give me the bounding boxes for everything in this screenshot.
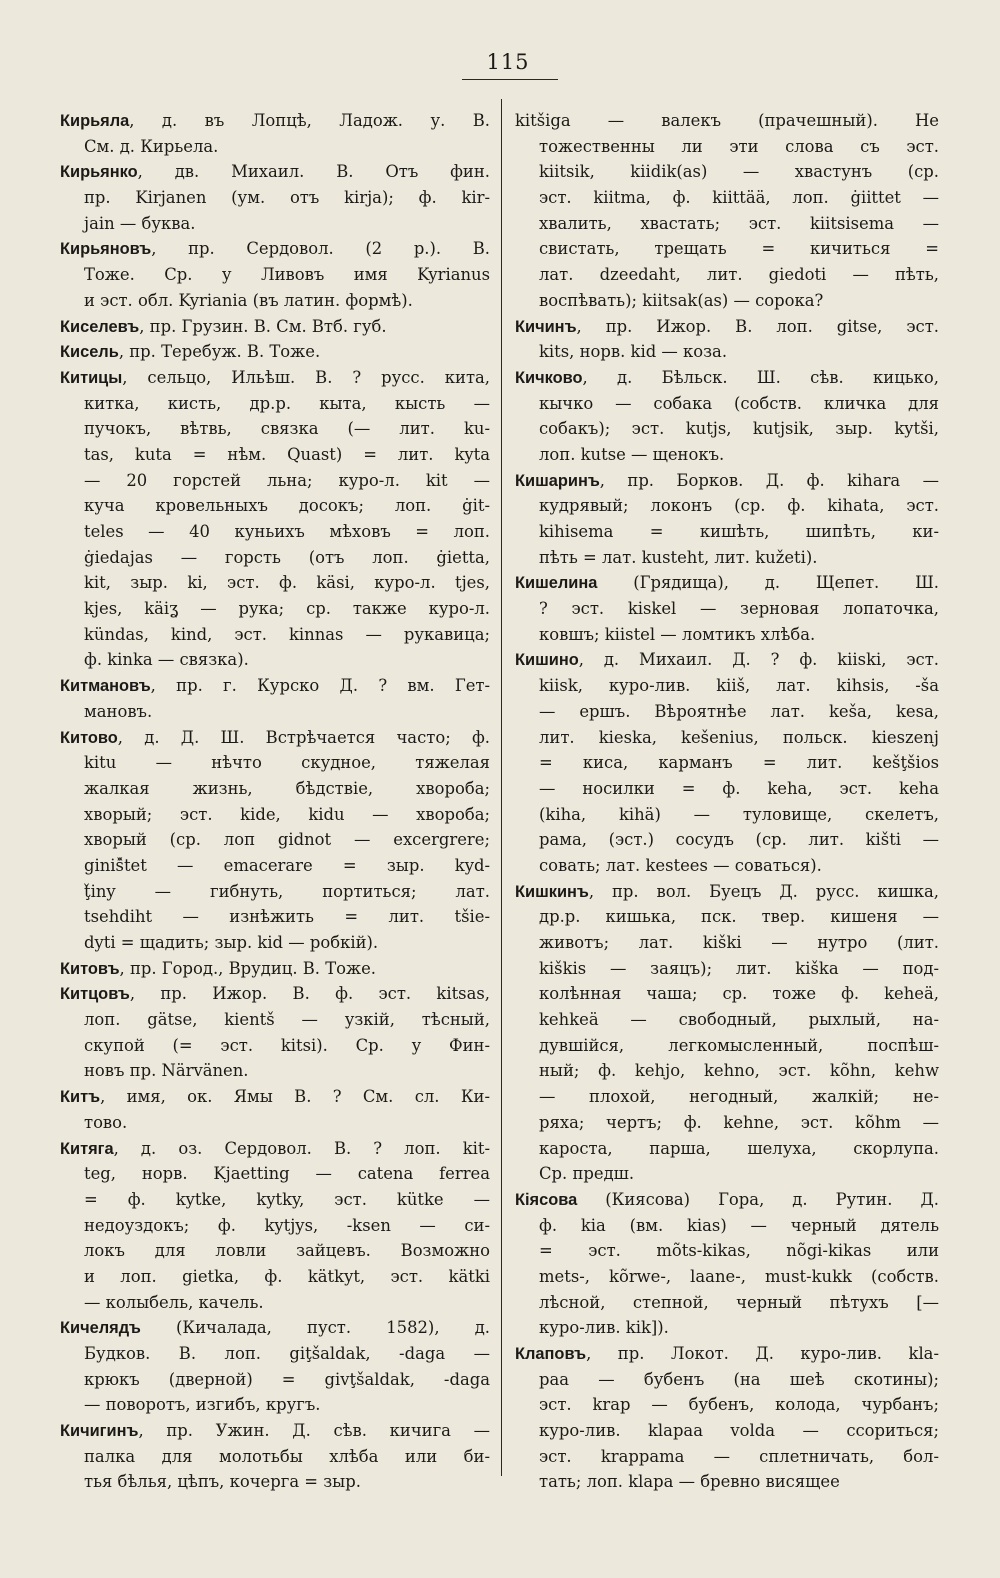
dictionary-entry — [515, 570, 939, 647]
entry-text: кудрявый; локонъ (ср. ф. kihata, эст. — [539, 496, 939, 516]
entry-text: , д. Михаил. Д. ? ф. kiiski, эст. — [578, 650, 939, 670]
entry-text: = киса, карманъ = лит. kešţšios — [539, 753, 939, 773]
entry-line — [60, 391, 490, 417]
entry-text: др.р. кишька, пск. твер. кишеня — — [539, 907, 939, 927]
entry-line — [515, 956, 939, 982]
entry-headword: Кіясова — [515, 1190, 578, 1209]
entry-text: (Киясова) Гора, д. Рутин. Д. — [577, 1189, 939, 1209]
entry-line — [515, 391, 939, 417]
left-column — [60, 108, 490, 1578]
entry-text: куро-лив. klapaa volda — ссориться; — [539, 1421, 939, 1441]
entry-text: — колыбель, качель. — [84, 1292, 264, 1312]
entry-line — [60, 1238, 490, 1264]
entry-text: куро-лив. kik]). — [539, 1318, 669, 1338]
entry-text: teles — 40 куньихъ мѣховъ = лоп. — [84, 522, 490, 541]
entry-line — [60, 1264, 490, 1290]
entry-line — [515, 1033, 939, 1059]
entry-text: , пр. Город., Врудиц. В. Тоже. — [119, 958, 377, 978]
entry-line — [515, 725, 939, 751]
entry-headword: Китяга — [60, 1139, 114, 1158]
entry-line — [60, 570, 490, 596]
dictionary-entry — [60, 236, 490, 313]
entry-text: лит. kieska, kešenius, польск. kieszenj — [539, 727, 939, 747]
entry-headword: Кисель — [60, 343, 119, 362]
entry-line — [60, 647, 490, 673]
entry-text: скупой (= эст. kitsi). Ср. у Фин- — [84, 1035, 490, 1055]
entry-text: тово. — [84, 1112, 128, 1132]
entry-headword: Китово — [60, 728, 118, 747]
entry-text: новъ пр. Närvänen. — [84, 1061, 249, 1081]
entry-line — [515, 545, 939, 571]
entry-text: ? эст. kiskel — зерновая лопаточка, — [539, 599, 939, 619]
entry-text: дувшійся, легкомысленный, поспѣш- — [539, 1035, 939, 1055]
entry-line — [515, 1367, 939, 1393]
entry-text: kiitsik, kiidik(as) — хвастунъ (ср. — [539, 162, 939, 182]
entry-text: , пр. Грузин. В. См. Втб. губ. — [139, 316, 387, 336]
entry-text: жалкая жизнь, бѣдствіе, хвороба; — [84, 778, 490, 798]
entry-line — [60, 314, 490, 340]
entry-text: ный; ф. kehjo, kehno, эст. kõhn, kehw — [539, 1061, 939, 1081]
entry-text: kitu — нѣчто скудное, тяжелая — [84, 753, 490, 773]
entry-line — [515, 930, 939, 956]
dictionary-entry — [515, 468, 939, 571]
dictionary-entry — [60, 981, 490, 1084]
entry-text: , д. Д. Ш. Встрѣчается часто; ф. — [117, 727, 490, 747]
entry-line — [515, 904, 939, 930]
entry-headword: Клаповъ — [515, 1345, 587, 1363]
entry-line — [60, 981, 490, 1007]
entry-line — [60, 904, 490, 930]
entry-text: тать; лоп. klapa — бревно висящее — [539, 1472, 840, 1492]
entry-text: лѣсной, степной, черный пѣтухъ [— — [539, 1292, 939, 1312]
entry-text: — поворотъ, изгибъ, кругъ. — [84, 1395, 321, 1415]
entry-headword: Кичково — [515, 368, 583, 387]
entry-line — [60, 596, 490, 622]
entry-text: и эст. обл. Kyriania (въ латин. формѣ). — [84, 290, 413, 310]
dictionary-entry — [515, 108, 939, 314]
entry-text: dyti = щадить; зыр. kid — робкій). — [84, 933, 379, 952]
entry-line — [515, 1136, 939, 1162]
entry-line — [515, 981, 939, 1007]
dictionary-entry — [60, 108, 490, 159]
entry-line — [515, 519, 939, 545]
entry-line — [60, 211, 490, 237]
entry-line — [515, 1110, 939, 1136]
entry-text: лат. dzeedaht, лит. giedoti — пѣть, — [539, 265, 939, 285]
entry-headword: Китмановъ — [60, 677, 151, 696]
entry-text: собакъ); эст. kutjs, kutjsik, зыр. kytši, — [539, 419, 939, 439]
entry-text: (kiha, kihä) — туловище, скелетъ, — [539, 804, 939, 824]
entry-text: = эст. mõts-kikas, nõgi-kikas или — [539, 1241, 939, 1261]
entry-line — [515, 1315, 939, 1341]
entry-line — [515, 493, 939, 519]
entry-line — [515, 1444, 939, 1470]
entry-line — [60, 493, 490, 519]
entry-line — [60, 776, 490, 802]
entry-text: , дв. Михаил. В. Отъ фин. — [137, 162, 490, 182]
entry-line — [60, 853, 490, 879]
column-divider — [501, 99, 502, 1476]
entry-line — [515, 236, 939, 262]
entry-line — [60, 236, 490, 262]
entry-line — [60, 956, 490, 982]
entry-text: kiškis — заяцъ); лит. kiška — под- — [539, 958, 939, 978]
entry-line — [515, 159, 939, 185]
entry-line — [515, 1007, 939, 1033]
entry-line — [60, 519, 490, 545]
entry-line — [60, 1161, 490, 1187]
entry-headword: Китцовъ — [60, 985, 130, 1004]
entry-line — [515, 1238, 939, 1264]
entry-text: эст. kiitma, ф. kiittää, лоп. ġiittet — — [539, 188, 939, 208]
entry-line — [515, 262, 939, 288]
entry-line — [60, 416, 490, 442]
dictionary-entry — [60, 159, 490, 236]
entry-line — [515, 647, 939, 673]
dictionary-entry — [60, 1418, 490, 1495]
entry-text: ряха; чертъ; ф. kehne, эст. kõhm — — [539, 1112, 939, 1132]
entry-text: , д. въ Лопцѣ, Ладож. у. В. — [129, 111, 490, 130]
entry-text: палка для молотьбы хлѣба или би- — [84, 1446, 490, 1466]
entry-text: , пр. Сердовол. (2 р.). В. — [151, 239, 490, 259]
entry-text: = ф. kytke, kytky, эст. kütke — — [84, 1189, 490, 1209]
entry-text: , пр. г. Курско Д. ? вм. Гет- — [150, 676, 490, 696]
entry-line — [515, 776, 939, 802]
dictionary-entry — [60, 339, 490, 365]
entry-line — [60, 802, 490, 828]
entry-text: животъ; лат. kiški — нутро (лит. — [539, 933, 939, 952]
page-number: 115 — [486, 50, 530, 74]
entry-text: kits, норв. kid — коза. — [539, 342, 728, 362]
entry-line — [515, 1264, 939, 1290]
entry-text: , пр. Ижор. В. лоп. gitse, эст. — [576, 316, 939, 336]
entry-text: кычко — собака (собств. кличка для — [539, 393, 939, 413]
entry-line — [515, 1213, 939, 1239]
entry-text: kehkeä — свободный, рыхлый, на- — [539, 1010, 939, 1030]
entry-line — [515, 468, 939, 494]
entry-line — [60, 185, 490, 211]
dictionary-entry — [515, 1341, 939, 1495]
entry-text: , имя, ок. Ямы В. ? См. сл. Ки- — [100, 1087, 490, 1107]
entry-line — [60, 108, 490, 134]
entry-line — [60, 1367, 490, 1393]
entry-line — [60, 1213, 490, 1239]
entry-text: лоп. gätse, kientš — узкій, тѣсный, — [84, 1010, 490, 1030]
entry-line — [60, 288, 490, 314]
entry-text: пучокъ, вѣтвь, связка (— лит. ku- — [84, 419, 490, 439]
entry-headword: Кишаринъ — [515, 471, 600, 490]
entry-line — [60, 622, 490, 648]
entry-line — [60, 1444, 490, 1470]
entry-line — [515, 339, 939, 365]
dictionary-entry — [515, 647, 939, 878]
entry-line — [60, 1469, 490, 1495]
entry-line — [515, 1161, 939, 1187]
entry-line — [60, 1084, 490, 1110]
entry-line — [515, 365, 939, 391]
entry-headword: Китицы — [60, 368, 123, 387]
entry-text: ф. kinka — связка). — [84, 650, 249, 670]
entry-text: воспѣвать); kiitsak(as) — сорока? — [539, 290, 824, 310]
entry-text: тья бѣлья, цѣпъ, кочерга = зыр. — [84, 1472, 361, 1492]
entry-line — [60, 725, 490, 751]
entry-line — [60, 468, 490, 494]
entry-text: , сельцо, Ильѣш. В. ? русс. кита, — [122, 367, 490, 387]
entry-line — [60, 1392, 490, 1418]
entry-line — [515, 1392, 939, 1418]
entry-line — [515, 288, 939, 314]
dictionary-entry — [515, 365, 939, 468]
entry-text: kit, зыр. ki, эст. ф. käsi, куро-л. tjes, — [84, 573, 490, 593]
entry-line — [60, 1315, 490, 1341]
dictionary-entry — [60, 314, 490, 340]
entry-text: tsehdiht — изнѣжить = лит. tšie- — [84, 907, 490, 927]
dictionary-entry — [60, 673, 490, 724]
entry-line — [515, 108, 939, 134]
entry-text: ф. kia (вм. kias) — черный дятель — [539, 1215, 939, 1235]
entry-line — [515, 673, 939, 699]
dictionary-entry — [515, 1187, 939, 1341]
entry-text: пѣть = лат. kusteht, лит. kužeti). — [539, 547, 818, 567]
entry-text: и лоп. gietka, ф. kätkyt, эст. kätki — [84, 1266, 490, 1286]
entry-text: tas, kuta = нѣм. Quast) = лит. kyta — [84, 444, 490, 464]
entry-text: teg, норв. Kjaetting — catena ferrea — [84, 1164, 490, 1184]
entry-text: — ершъ. Вѣроятнѣе лат. keša, kesa, — [539, 701, 939, 721]
entry-line — [60, 1136, 490, 1162]
entry-line — [515, 879, 939, 905]
entry-line — [515, 314, 939, 340]
entry-text: jain — буква. — [84, 213, 196, 233]
entry-line — [60, 545, 490, 571]
entry-text: , д. оз. Сердовол. В. ? лоп. kit- — [113, 1138, 490, 1158]
entry-line — [515, 1341, 939, 1367]
entry-headword: Китовъ — [60, 959, 120, 978]
entry-text: куча кровельныхъ досокъ; лоп. ġit- — [84, 496, 490, 516]
dictionary-entry — [60, 1315, 490, 1418]
entry-text: , пр. Локот. Д. куро-лив. kla- — [586, 1344, 939, 1363]
entry-headword: Китъ — [60, 1088, 101, 1107]
entry-text: , пр. вол. Буецъ Д. русс. кишка, — [588, 881, 939, 901]
entry-text: недоуздокъ; ф. kytjys, -ksen — си- — [84, 1215, 490, 1235]
entry-text: , пр. Борков. Д. ф. kihara — — [599, 470, 939, 490]
entry-headword: Кичелядъ — [60, 1319, 141, 1338]
entry-line — [60, 699, 490, 725]
entry-text: лоп. kutse — щенокъ. — [539, 444, 725, 464]
entry-text: мановъ. — [84, 701, 153, 721]
entry-text: Ср. предш. — [539, 1164, 635, 1184]
entry-line — [60, 827, 490, 853]
entry-line — [515, 853, 939, 879]
entry-text: эст. krap — бубенъ, колода, чурбанъ; — [539, 1395, 939, 1415]
entry-line — [515, 211, 939, 237]
entry-text: giniš̂tet — emacerare = зыр. kyd- — [84, 855, 490, 875]
entry-line — [60, 442, 490, 468]
entry-text: mets-, kõrwe-, laane-, must-kukk (собств. — [539, 1266, 939, 1286]
dictionary-entry — [60, 1084, 490, 1135]
entry-line — [60, 134, 490, 160]
dictionary-entry — [60, 1136, 490, 1316]
entry-line — [60, 673, 490, 699]
entry-text: совать; лат. kestees — соваться). — [539, 855, 822, 875]
entry-text: локъ для ловли зайцевъ. Возможно — [84, 1241, 490, 1261]
entry-line — [60, 750, 490, 776]
entry-line — [60, 1033, 490, 1059]
entry-text: — 20 горстей льна; куро-л. kit — — [84, 470, 490, 490]
entry-text: хвалить, хвастать; эст. kiitsisema — — [539, 213, 939, 233]
entry-text: , пр. Ижор. В. ф. эст. kitsas, — [129, 984, 490, 1004]
entry-text: тожественны ли эти слова съ эст. — [539, 136, 939, 156]
entry-text: свистать, трещать = кичиться = — [539, 239, 939, 259]
entry-headword: Кишино — [515, 651, 579, 670]
entry-headword: Кирьяновъ — [60, 240, 152, 259]
entry-text: kündas, kind, эст. kinnas — рукавица; — [84, 624, 490, 644]
entry-text: пр. Kirjanen (ум. отъ kirja); ф. kir- — [84, 188, 490, 208]
entry-line — [515, 622, 939, 648]
entry-text: крюкъ (дверной) = givţšaldak, -daga — [84, 1369, 490, 1389]
entry-line — [60, 1007, 490, 1033]
entry-text: kitšiga — валекъ (прачешный). Не — [515, 111, 939, 130]
entry-text: хворый; эст. kide, kidu — хвороба; — [84, 804, 490, 824]
entry-line — [60, 879, 490, 905]
entry-text: колѣнная чаша; ср. тоже ф. keheä, — [539, 984, 939, 1004]
entry-text: , пр. Теребуж. В. Тоже. — [118, 342, 321, 362]
entry-line — [60, 159, 490, 185]
entry-text: (Кичалада, пуст. 1582), д. — [140, 1318, 490, 1338]
entry-text: (Грядища), д. Щепет. Ш. — [597, 573, 939, 593]
entry-headword: Кичинъ — [515, 317, 577, 336]
entry-headword: Кичигинъ — [60, 1422, 139, 1441]
entry-text: кароста, парша, шелуха, скорлупа. — [539, 1138, 939, 1158]
entry-line — [60, 1418, 490, 1444]
entry-line — [60, 1290, 490, 1316]
dictionary-entry — [60, 956, 490, 982]
dictionary-entry — [515, 879, 939, 1187]
entry-headword: Киселевъ — [60, 317, 140, 336]
entry-text: хворый (ср. лоп gidnot — excergrere; — [84, 830, 490, 850]
entry-headword: Кирьянко — [60, 163, 138, 182]
entry-line — [515, 1058, 939, 1084]
entry-text: — плохой, негодный, жалкій; не- — [539, 1087, 939, 1107]
entry-headword: Кишкинъ — [515, 882, 589, 901]
entry-line — [515, 185, 939, 211]
entry-text: См. д. Кирьела. — [84, 136, 219, 156]
dictionary-entry — [60, 365, 490, 673]
entry-line — [515, 596, 939, 622]
entry-text: — носилки = ф. keha, эст. keha — [539, 778, 939, 798]
entry-headword: Кирьяла — [60, 112, 130, 130]
entry-text: эст. krappama — сплетничать, бол- — [539, 1446, 939, 1466]
dictionary-entry — [515, 314, 939, 365]
dictionary-entry — [60, 725, 490, 956]
entry-line — [60, 1341, 490, 1367]
entry-line — [515, 1187, 939, 1213]
entry-line — [515, 1418, 939, 1444]
entry-text: ţ̌iny — гибнуть, портиться; лат. — [84, 881, 490, 901]
entry-text: ковшъ; kiistel — ломтикъ хлѣба. — [539, 624, 816, 644]
entry-headword: Кишелина — [515, 574, 598, 593]
entry-text: kiisk, куро-лив. kiiš, лат. kihsis, -ša — [539, 676, 939, 696]
entry-line — [515, 750, 939, 776]
right-column — [515, 108, 939, 1578]
entry-line — [515, 442, 939, 468]
entry-line — [60, 1110, 490, 1136]
entry-line — [60, 365, 490, 391]
entry-text: , д. Бѣльск. Ш. сѣв. кицько, — [582, 367, 939, 387]
page-number-rule — [462, 79, 558, 80]
entry-line — [60, 1187, 490, 1213]
entry-text: Будков. В. лоп. giţšaldak, -daga — — [84, 1344, 490, 1363]
entry-line — [60, 339, 490, 365]
entry-line — [515, 570, 939, 596]
entry-text: , пр. Ужин. Д. сѣв. кичига — — [138, 1421, 490, 1441]
entry-text: китка, кисть, др.р. кыта, кысть — — [84, 393, 490, 413]
entry-line — [515, 699, 939, 725]
entry-text: paa — бубенъ (на шеѣ скотины); — [539, 1369, 939, 1389]
entry-line — [60, 930, 490, 956]
entry-line — [515, 827, 939, 853]
entry-text: kihisema = кишѣть, шипѣть, ки- — [539, 522, 939, 541]
entry-line — [515, 1084, 939, 1110]
entry-text: Тоже. Ср. у Ливовъ имя Kyrianus — [84, 265, 490, 285]
entry-line — [515, 416, 939, 442]
entry-line — [515, 134, 939, 160]
entry-line — [515, 802, 939, 828]
entry-text: ġiedajas — горсть (отъ лоп. ġietta, — [84, 547, 490, 567]
entry-line — [60, 262, 490, 288]
entry-text: kjes, käiʓ — рука; ср. также куро-л. — [84, 599, 490, 619]
entry-line — [515, 1469, 939, 1495]
entry-line — [515, 1290, 939, 1316]
entry-line — [60, 1058, 490, 1084]
entry-text: рама, (эст.) сосудъ (ср. лит. kišti — — [539, 830, 939, 850]
